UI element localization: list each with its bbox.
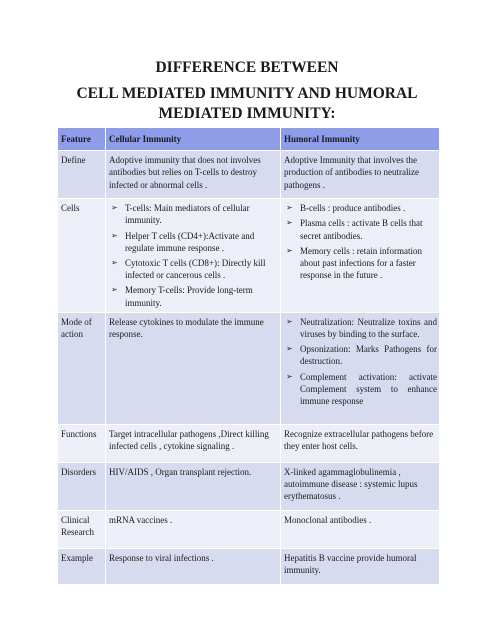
- row-feature-label: Clinical Research: [58, 510, 106, 548]
- list-item: ➢ Opsonization: Marks Pathogens for destruction.: [286, 344, 437, 367]
- bullet-arrow-icon: ➢: [286, 203, 293, 213]
- bullet-arrow-icon: ➢: [286, 245, 293, 255]
- list-item: ➢ T-cells: Main mediators of cellular immunity.: [111, 203, 250, 226]
- comparison-table: [57, 127, 440, 585]
- list-item: ➢ Complement activation: activate Complement system to enhance immune response: [286, 371, 437, 407]
- table-row: [58, 424, 440, 462]
- row-feature-label: Mode of action: [58, 312, 106, 424]
- list-item: ➢ Helper T cells (CD4+):Activate and regulate immune response .: [111, 230, 255, 253]
- humoral-cell: Adoptive Immunity that involves the production of antibodies to neutralize pathogens .: [281, 151, 440, 199]
- bullet-arrow-icon: ➢: [286, 371, 293, 381]
- row-feature-label: Functions: [58, 424, 106, 462]
- cellular-cell: Adoptive immunity that does not involves antibodies but relies on T-cells to destroy infected or abnormal cells .: [106, 151, 281, 199]
- page-title-line-1: DIFFERENCE BETWEEN: [155, 59, 339, 76]
- bullet-arrow-icon: ➢: [286, 344, 293, 354]
- humoral-cell: X-linked agammaglobulinemia , autoimmune disease : systemic lupus erythematosus .: [281, 462, 440, 510]
- list-item: ➢ Neutralization: Neutralize toxins and viruses by binding to the surface.: [286, 316, 437, 340]
- humoral-cell: Hepatitis B vaccine provide humoral immunity.: [281, 548, 440, 584]
- cellular-cell: HIV/AIDS , Organ transplant rejection.: [106, 462, 281, 510]
- cellular-cell: Target intracellular pathogens ,Direct killing infected cells , cytokine signaling .: [106, 424, 281, 462]
- cellular-cell: Release cytokines to modulate the immune response.: [106, 312, 281, 424]
- cellular-cells-list: [109, 202, 278, 309]
- cellular-cell: Response to viral infections .: [106, 548, 281, 584]
- bullet-arrow-icon: ➢: [111, 203, 118, 213]
- humoral-cells-list: [284, 202, 437, 281]
- bullet-arrow-icon: ➢: [111, 285, 118, 295]
- table-row: [58, 151, 440, 199]
- list-item: ➢ Memory cells : retain information about past infections for a faster response in the future .: [286, 245, 422, 281]
- bullet-arrow-icon: ➢: [111, 258, 118, 268]
- bullet-arrow-icon: ➢: [111, 230, 118, 240]
- cellular-cell: [106, 199, 281, 313]
- humoral-cell: Monoclonal antibodies .: [281, 510, 440, 548]
- humoral-cell: [281, 199, 440, 313]
- bullet-arrow-icon: ➢: [286, 218, 293, 228]
- row-feature-label: Cells: [58, 199, 106, 313]
- header-cellular-immunity: Cellular Immunity: [106, 128, 281, 151]
- table-row: [58, 312, 440, 424]
- table-row: [58, 548, 440, 584]
- page-title-line-3: MEDIATED IMMUNITY:: [158, 105, 336, 122]
- bullet-arrow-icon: ➢: [286, 316, 293, 326]
- header-feature: Feature: [58, 128, 106, 151]
- page-title-line-2: CELL MEDIATED IMMUNITY AND HUMORAL: [76, 85, 418, 102]
- cellular-cell: mRNA vaccines .: [106, 510, 281, 548]
- list-item: ➢ Plasma cells : activate B cells that secret antibodies.: [286, 218, 423, 241]
- humoral-cell: [281, 312, 440, 424]
- row-feature-label: Disorders: [58, 462, 106, 510]
- table-row: [58, 199, 440, 313]
- table-row: [58, 462, 440, 510]
- table-header-row: [58, 128, 440, 151]
- humoral-cell: Recognize extracellular pathogens before they enter host cells.: [281, 424, 440, 462]
- header-humoral-immunity: Humoral Immunity: [281, 128, 440, 151]
- list-item: ➢ B-cells : produce antibodies .: [286, 203, 406, 214]
- row-feature-label: Define: [58, 151, 106, 199]
- table-row: [58, 510, 440, 548]
- row-feature-label: Example: [58, 548, 106, 584]
- list-item: ➢ Cytotoxic T cells (CD8+): Directly kill infected or cancerous cells .: [111, 258, 266, 281]
- list-item: ➢ Memory T-cells: Provide long-term immunity.: [111, 285, 253, 308]
- mode-of-action-list: [284, 316, 437, 407]
